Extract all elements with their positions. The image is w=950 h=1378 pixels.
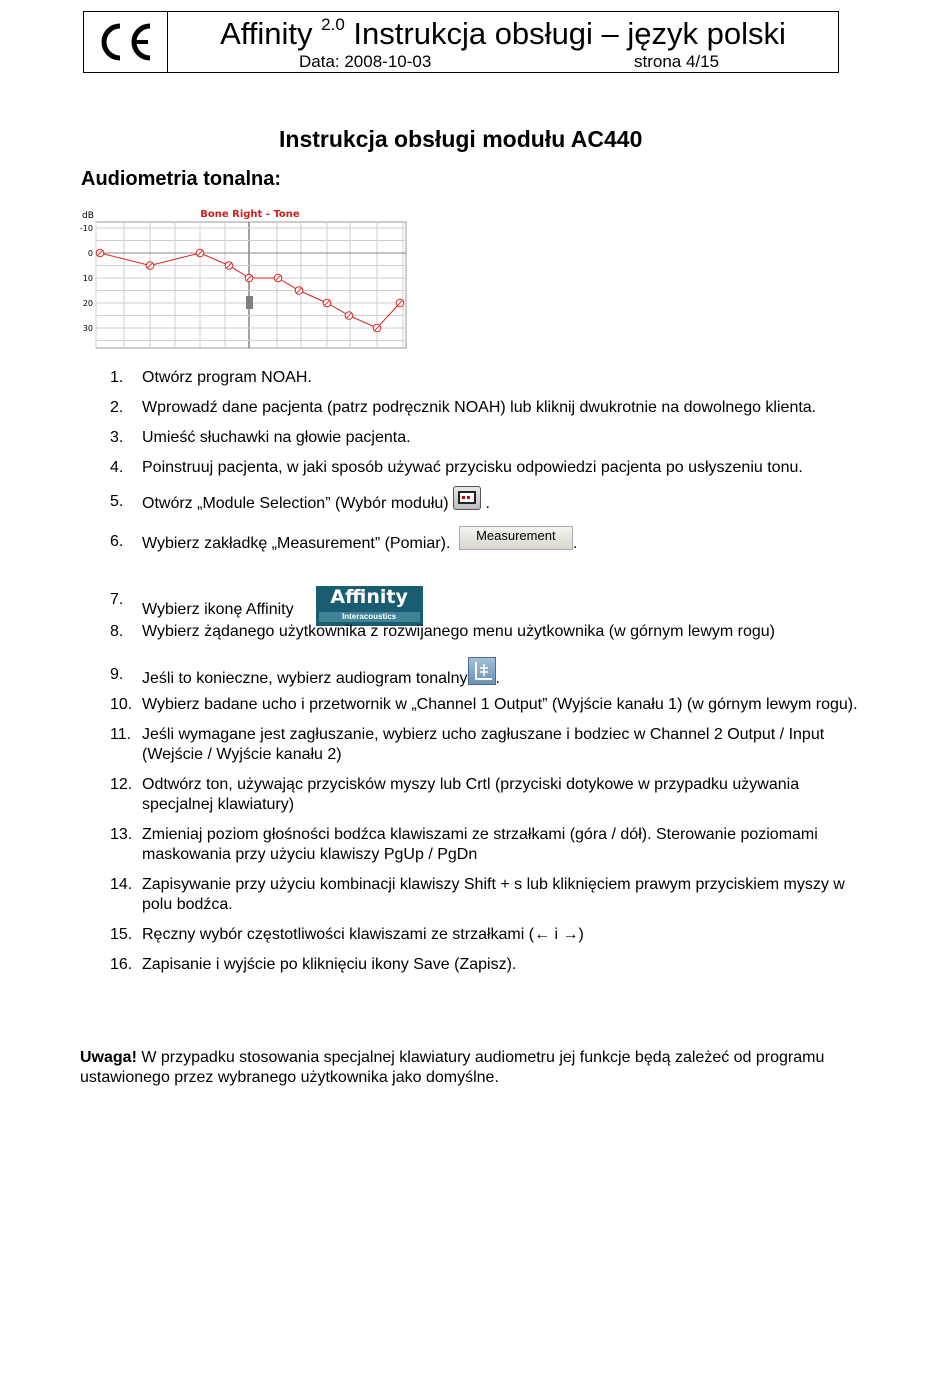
ce-logo-icon [94,20,158,64]
y-tick-label: 30 [82,324,93,333]
audiogram-chart [79,205,409,350]
list-item: 6. Wybierz zakładkę „Measurement” (Pomiar). Measurement . [110,528,578,553]
instruction-list [110,368,870,985]
chart-title: Bone Right - Tone [200,209,300,220]
data-point [196,249,204,257]
data-point [295,287,303,295]
data-point [245,274,253,282]
ce-mark [84,12,168,72]
list-item: 8. Wybierz żądanego użytkownika z rozwijanego menu użytkownika (w górnym lewym rogu) [110,623,776,640]
module-selection-icon[interactable] [453,486,481,510]
note-paragraph [80,1048,840,1088]
list-item: 15. Ręczny wybór częstotliwości klawiszami ze strzałkami (← i →) [110,926,584,943]
list-item: 7. Wybierz ikonę Affinity Affinity Interacoustics [110,590,870,630]
list-item: 12. Odtwórz ton, używając przycisków myszy lub Crtl (przyciski dotykowe w przypadku używania specjalnej klawiatury) [110,776,800,813]
note-label: Uwaga! [80,1049,137,1066]
data-point [146,262,154,270]
header-title: Affinity $^{2.0}$ Instrukcja obsługi – język polski [220,14,786,51]
page-header [83,11,839,73]
data-point [225,262,233,270]
note-text: W przypadku stosowania specjalnej klawiatury audiometru jej funkcje będą zależeć od programu ustawionego przez wybranego użytkownika jako domyślne. [80,1049,825,1086]
y-tick-label: 10 [82,274,93,283]
header-date: Data: 2008-10-03 [299,52,432,71]
data-point [373,324,381,332]
list-item: 2. Wprowadź dane pacjenta (patrz podręcznik NOAH) lub kliknij dwukrotnie na dowolnego klienta. [110,399,817,416]
list-item: 10. Wybierz badane ucho i przetwornik w „Channel 1 Output” (Wyjście kanału 1) (w górnym lewym rogu). [110,696,858,713]
document-title: Instrukcja obsługi modułu AC440 [279,126,643,152]
y-tick-label: 20 [82,299,93,308]
list-item: 14. Zapisywanie przy użyciu kombinacji klawiszy Shift + s lub kliknięciem prawym przyciskiem myszy w polu bodźca. [110,876,845,913]
section-title: Audiometria tonalna: [81,168,282,190]
list-item: 13. Zmieniaj poziom głośności bodźca klawiszami ze strzałkami (góra / dół). Sterowanie poziomami maskowania przy użyciu klawiszy PgUp / PgDn [110,826,818,863]
data-point [96,249,104,257]
tone-audiogram-icon[interactable] [468,657,496,685]
measurement-tab[interactable]: Measurement [459,526,573,550]
y-tick-label: 0 [87,249,93,258]
list-item: 5. Otwórz „Module Selection” (Wybór modułu) . [110,492,870,516]
list-item: 1. Otwórz program NOAH. [110,369,312,386]
list-item: 3. Umieść słuchawki na głowie pacjenta. [110,429,411,446]
data-point [274,274,282,282]
list-item: 11. Jeśli wymagane jest zagłuszanie, wybierz ucho zagłuszane i bodziec w Channel 2 Output / Input (Wejście / Wyjście kanału 2) [110,726,825,763]
y-tick-label: -10 [79,224,93,233]
list-item: 9. Jeśli to konieczne, wybierz audiogram tonalny . [110,665,870,693]
y-axis-unit: dB [82,211,94,221]
masking-marker [246,296,253,309]
data-point [323,299,331,307]
list-item: 16. Zapisanie i wyjście po kliknięciu ikony Save (Zapisz). [110,956,517,973]
affinity-logo-icon[interactable]: Affinity Interacoustics [316,586,423,626]
header-page-number: strona 4/15 [634,52,720,71]
data-point [396,299,404,307]
data-point [345,312,353,320]
list-item: 4. Poinstruuj pacjenta, w jaki sposób używać przycisku odpowiedzi pacjenta po usłyszeniu tonu. [110,459,803,476]
audiogram-glyph-icon [469,658,495,684]
